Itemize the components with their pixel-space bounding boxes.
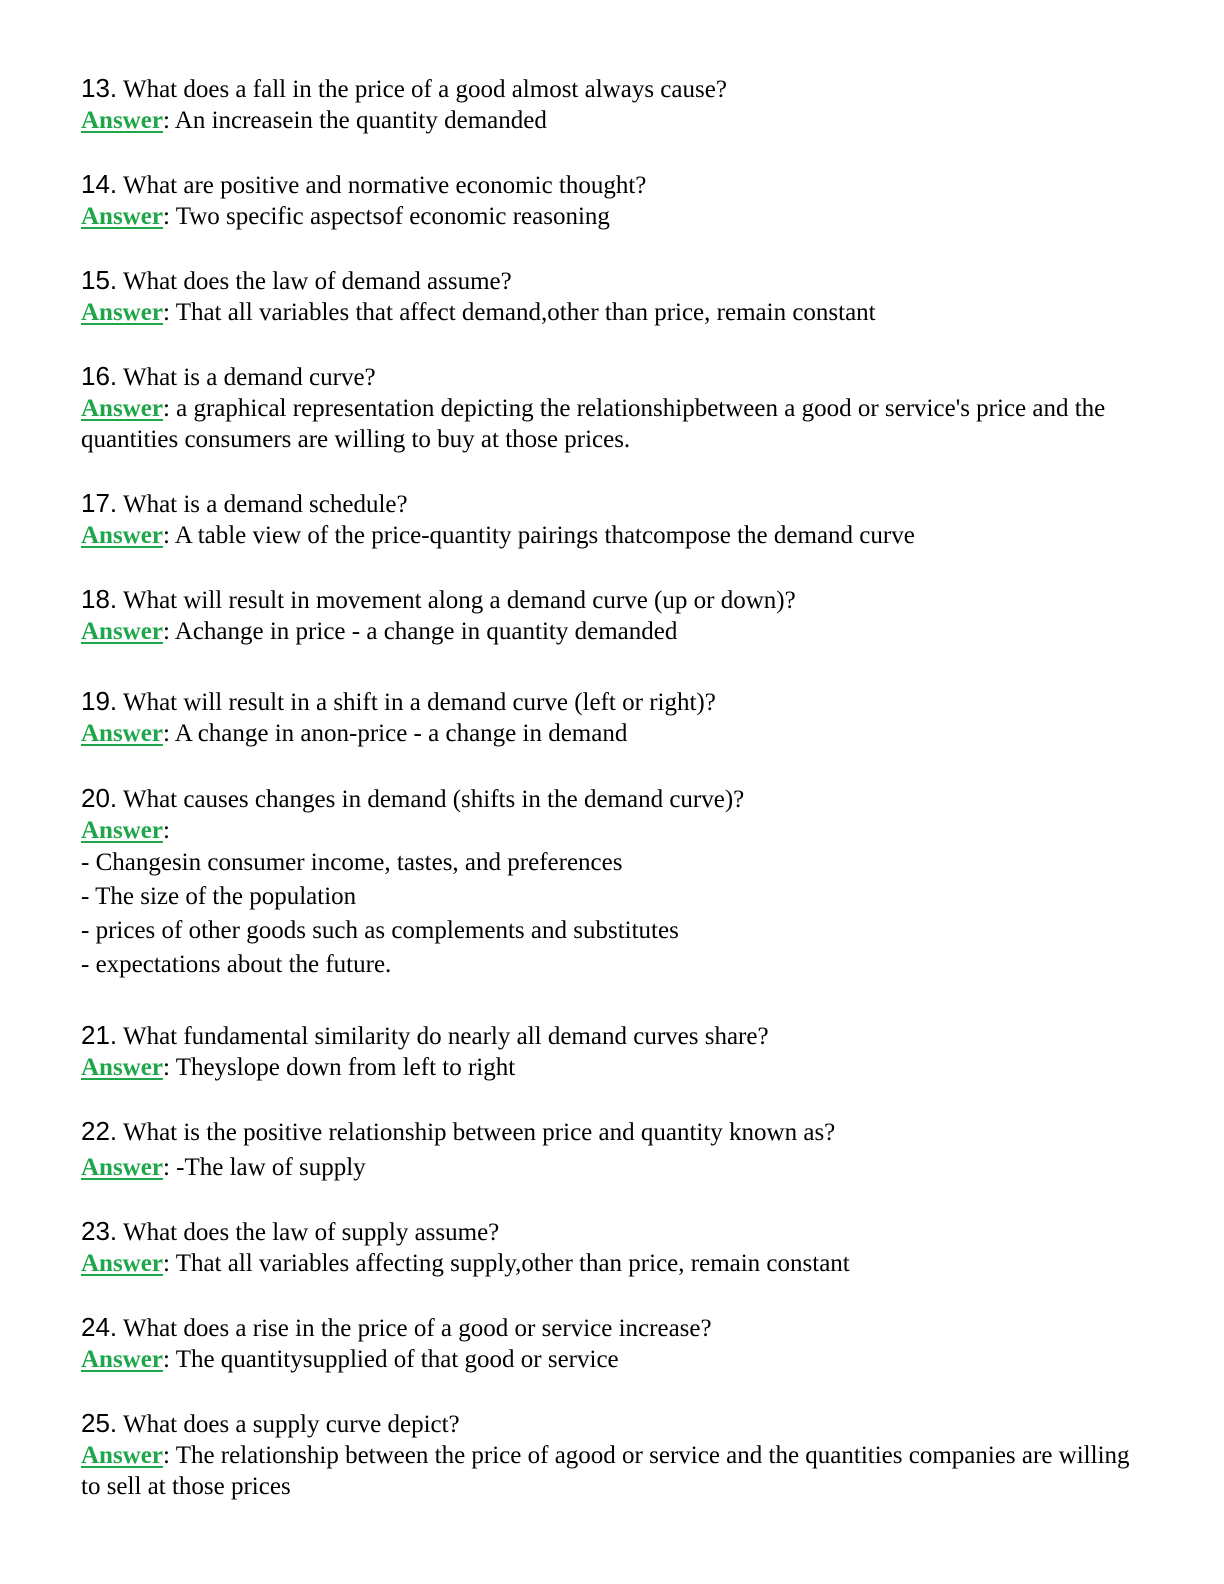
answer: Answer: Achange in price - a change in quantity demanded [81, 618, 678, 645]
answer: Answer: [81, 817, 170, 844]
qa-item [81, 783, 1141, 982]
question [81, 361, 1141, 393]
answer-label: Answer [81, 522, 163, 549]
qa-item [81, 1216, 1141, 1279]
answer-label: Answer [81, 720, 163, 747]
qa-item [81, 169, 1141, 232]
question-number: 17. [81, 488, 118, 518]
question-number: 13. [81, 73, 118, 103]
question-number: 15. [81, 265, 118, 295]
question-number: 24. [81, 1312, 118, 1342]
qa-item [81, 1116, 1141, 1183]
question-text: What will result in movement along a demand curve (up or down)? [122, 587, 796, 614]
answer: Answer: That all variables affecting supply,other than price, remain constant [81, 1250, 850, 1277]
answer: Answer: Theyslope down from left to right [81, 1054, 516, 1081]
question-text: What does a fall in the price of a good almost always cause? [122, 76, 727, 103]
question-text: What does a rise in the price of a good or service increase? [122, 1315, 712, 1342]
list-item: - prices of other goods such as complements and substitutes [81, 917, 679, 944]
answer-text: Achange in price - a change in quantity demanded [174, 618, 678, 645]
answer: Answer: -The law of supply [81, 1154, 366, 1181]
answer-text: A change in anon-price - a change in demand [174, 720, 628, 747]
answer-label: Answer [81, 107, 163, 134]
question [81, 1312, 1141, 1344]
question-text: What will result in a shift in a demand curve (left or right)? [122, 689, 716, 716]
answer-label: Answer [81, 1442, 163, 1469]
question-text: What is the positive relationship between price and quantity known as? [122, 1119, 836, 1146]
question-text: What does a supply curve depict? [122, 1411, 460, 1438]
question [81, 1408, 1141, 1440]
question [81, 783, 1141, 815]
answer-label: Answer [81, 1250, 163, 1277]
answer: Answer: The relationship between the price of agood or service and the quantities companies are willing to sell at those prices [81, 1442, 1130, 1500]
answer-text: That all variables that affect demand,other than price, remain constant [175, 299, 876, 326]
answer-label: Answer [81, 618, 163, 645]
qa-item [81, 73, 1141, 136]
answer-text: The quantitysupplied of that good or service [175, 1346, 619, 1373]
question-number: 22. [81, 1116, 118, 1146]
answer-text: -The law of supply [176, 1154, 366, 1181]
answer: Answer: A change in anon-price - a change in demand [81, 720, 628, 747]
question-number: 18. [81, 584, 118, 614]
answer: Answer: The quantitysupplied of that good or service [81, 1346, 619, 1373]
answer-text: Two specific aspectsof economic reasoning [175, 203, 610, 230]
answer-text: a graphical representation depicting the relationshipbetween a good or service's price and the quantities consumers are willing to buy at those prices. [81, 395, 1106, 453]
question-number: 19. [81, 686, 118, 716]
question-number: 25. [81, 1408, 118, 1438]
qa-item [81, 1408, 1141, 1502]
answer-text: That all variables affecting supply,other than price, remain constant [175, 1250, 850, 1277]
qa-item [81, 584, 1141, 647]
question-number: 23. [81, 1216, 118, 1246]
answer: Answer: That all variables that affect demand,other than price, remain constant [81, 299, 876, 326]
answer-label: Answer [81, 817, 163, 844]
answer-label: Answer [81, 299, 163, 326]
question [81, 169, 1141, 201]
question-number: 14. [81, 169, 118, 199]
question [81, 1216, 1141, 1248]
answer: Answer: An increasein the quantity demanded [81, 107, 547, 134]
question-text: What does the law of supply assume? [122, 1219, 500, 1246]
question-text: What is a demand schedule? [122, 491, 408, 518]
answer-text: An increasein the quantity demanded [174, 107, 547, 134]
list-item: - expectations about the future. [81, 951, 392, 978]
answer-label: Answer [81, 1054, 163, 1081]
list-item: - The size of the population [81, 883, 357, 910]
qa-item [81, 1312, 1141, 1375]
answer-label: Answer [81, 395, 163, 422]
qa-item [81, 265, 1141, 328]
question-number: 16. [81, 361, 118, 391]
qa-item [81, 361, 1141, 455]
answer-text: A table view of the price-quantity pairings thatcompose the demand curve [174, 522, 915, 549]
question-text: What does the law of demand assume? [122, 268, 512, 295]
question [81, 584, 1141, 616]
answer-label: Answer [81, 1154, 163, 1181]
answer: Answer: A table view of the price-quantity pairings thatcompose the demand curve [81, 522, 915, 549]
question-text: What fundamental similarity do nearly all demand curves share? [122, 1023, 769, 1050]
question-text: What causes changes in demand (shifts in the demand curve)? [122, 786, 745, 813]
question [81, 1020, 1141, 1052]
question-number: 21. [81, 1020, 118, 1050]
question [81, 488, 1141, 520]
qa-document [81, 73, 1141, 1502]
question-text: What is a demand curve? [122, 364, 376, 391]
answer-label: Answer [81, 203, 163, 230]
question-number: 20. [81, 783, 118, 813]
answer: Answer: Two specific aspectsof economic reasoning [81, 203, 610, 230]
question [81, 73, 1141, 105]
answer-text: Theyslope down from left to right [175, 1054, 516, 1081]
question [81, 686, 1141, 718]
answer-label: Answer [81, 1346, 163, 1373]
answer: Answer: a graphical representation depicting the relationshipbetween a good or service's price and the quantities consumers are willing to buy at those prices. [81, 395, 1106, 453]
qa-item [81, 1020, 1141, 1083]
bullet-list [81, 846, 1141, 982]
question-text: What are positive and normative economic thought? [122, 172, 647, 199]
qa-item [81, 686, 1141, 749]
list-item: - Changesin consumer income, tastes, and preferences [81, 849, 623, 876]
qa-item [81, 488, 1141, 551]
question [81, 265, 1141, 297]
answer-text: The relationship between the price of agood or service and the quantities companies are willing to sell at those prices [81, 1442, 1130, 1500]
question [81, 1116, 1141, 1148]
